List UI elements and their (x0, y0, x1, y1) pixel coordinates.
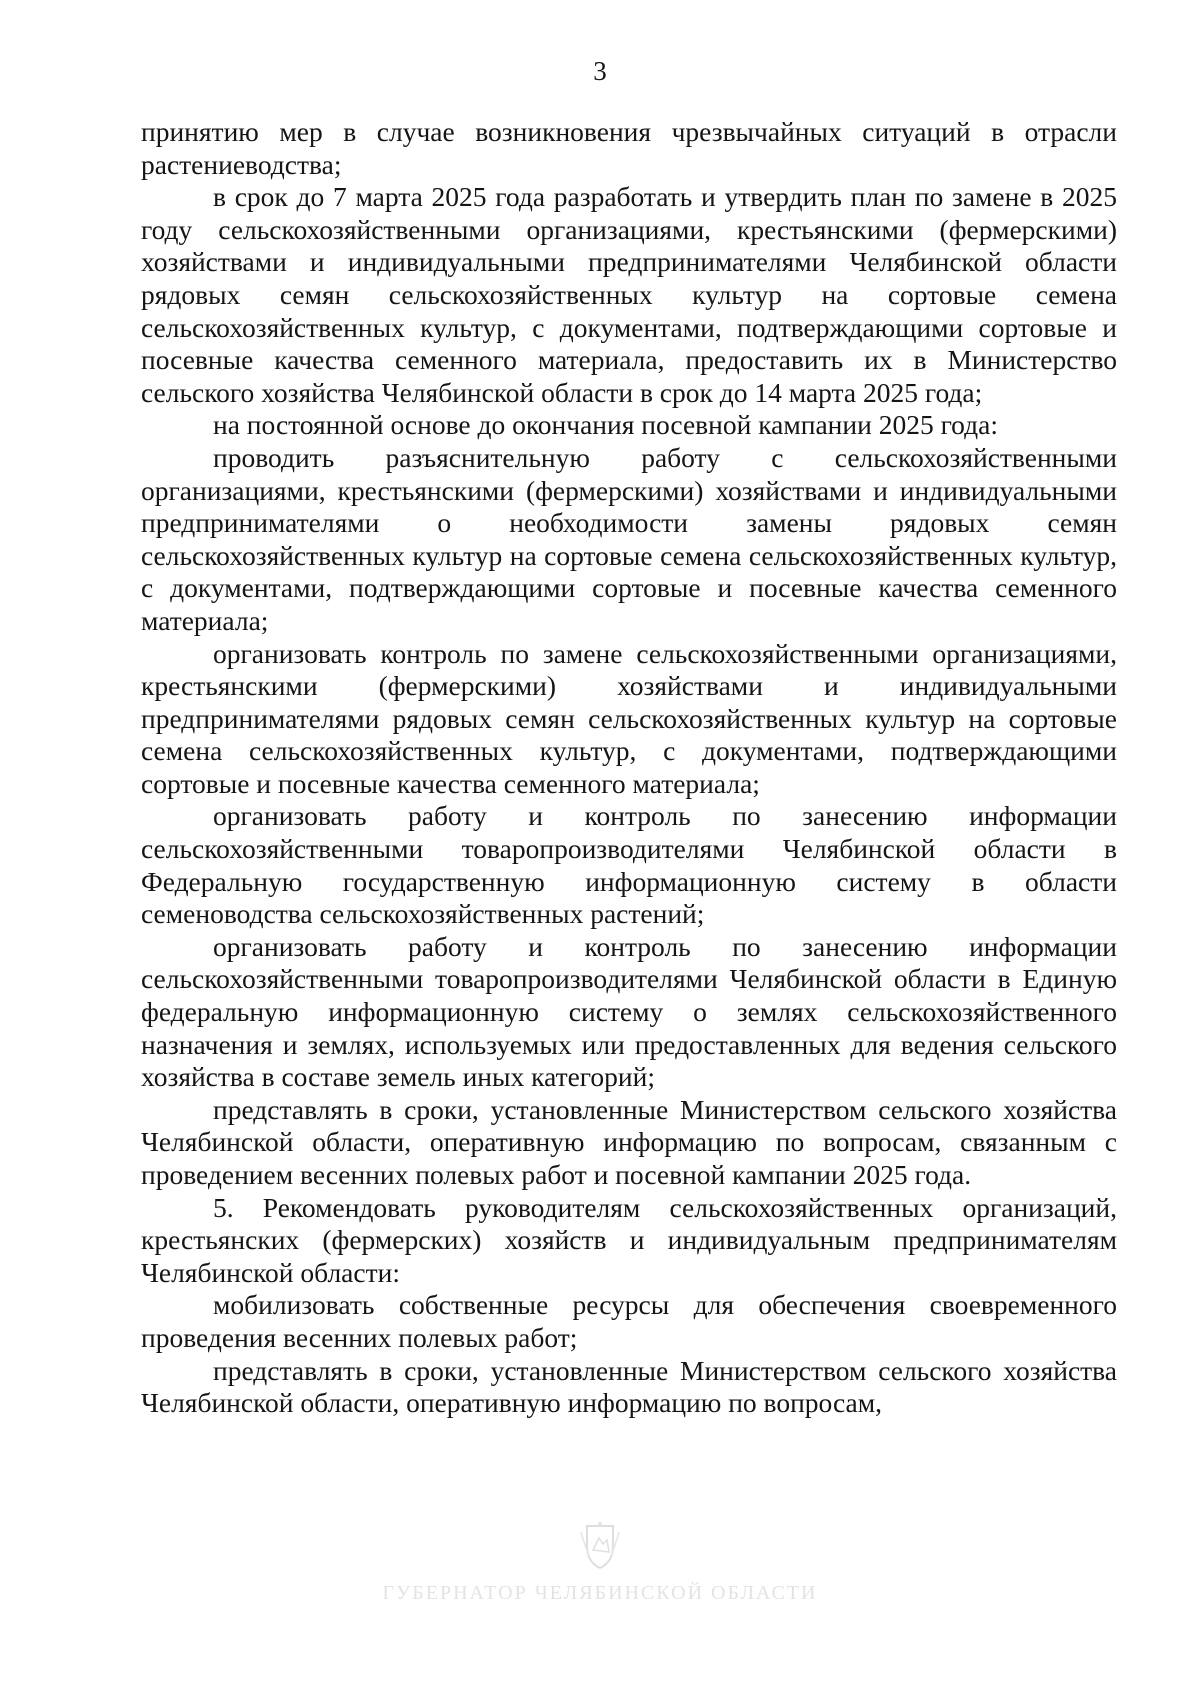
document-body (141, 116, 1117, 1420)
paragraph: организовать контроль по замене сельскохозяйственными организациями, крестьянскими (фермерскими) хозяйствами и индивидуальными предпринимателями рядовых семян сельскохозяйственных культур на сортовые семена сельскохозяйственных культур, с документами, подтверждающими сортовые и посевные качества семенного материала; (141, 637, 1117, 799)
paragraph: на постоянной основе до окончания посевной кампании 2025 года: (213, 409, 998, 441)
paragraph: проводить разъяснительную работу с сельскохозяйственными организациями, крестьянскими (фермерскими) хозяйствами и индивидуальными предпринимателями о необходимости замены рядовых семян сельскохозяйственных культур на сортовые семена сельскохозяйственных культур, с документами, подтверждающими сортовые и посевные качества семенного материала; (141, 441, 1117, 636)
page-number: 3 (593, 56, 607, 86)
watermark-text: ГУБЕРНАТОР ЧЕЛЯБИНСКОЙ ОБЛАСТИ (382, 1582, 818, 1604)
paragraph: принятию мер в случае возникновения чрезвычайных ситуаций в отрасли растениеводства; (141, 116, 1117, 180)
paragraph: 5. Рекомендовать руководителям сельскохозяйственных организаций, крестьянских (фермерских) хозяйств и индивидуальным предпринимателям Челябинской области: (141, 1191, 1117, 1288)
paragraph: организовать работу и контроль по занесению информации сельскохозяйственными товаропроизводителями Челябинской области в Федеральную государственную информационную систему в области семеноводства сельскохозяйственных растений; (141, 800, 1117, 930)
paragraph: представлять в сроки, установленные Министерством сельского хозяйства Челябинской области, оперативную информацию по вопросам, связанным с проведением весенних полевых работ и посевной кампании 2025 года. (141, 1093, 1117, 1190)
paragraph: в срок до 7 марта 2025 года разработать и утвердить план по замене в 2025 году сельскохозяйственными организациями, крестьянскими (фермерскими) хозяйствами и индивидуальными предпринимателями Челябинской области рядовых семян сельскохозяйственных культур на сортовые семена сельскохозяйственных культур, с документами, подтверждающими сортовые и посевные качества семенного материала, предоставить их в Министерство сельского хозяйства Челябинской области в срок до 14 марта 2025 года; (141, 181, 1117, 408)
coat-of-arms-icon (577, 1520, 623, 1572)
paragraph: представлять в сроки, установленные Министерством сельского хозяйства Челябинской области, оперативную информацию по вопросам, (141, 1354, 1117, 1419)
paragraph: мобилизовать собственные ресурсы для обеспечения своевременного проведения весенних полевых работ; (141, 1289, 1117, 1353)
watermark (0, 1520, 1200, 1605)
paragraph: организовать работу и контроль по занесению информации сельскохозяйственными товаропроизводителями Челябинской области в Единую федеральную информационную систему о землях сельскохозяйственного назначения и землях, используемых или предоставленных для ведения сельского хозяйства в составе земель иных категорий; (141, 930, 1117, 1093)
